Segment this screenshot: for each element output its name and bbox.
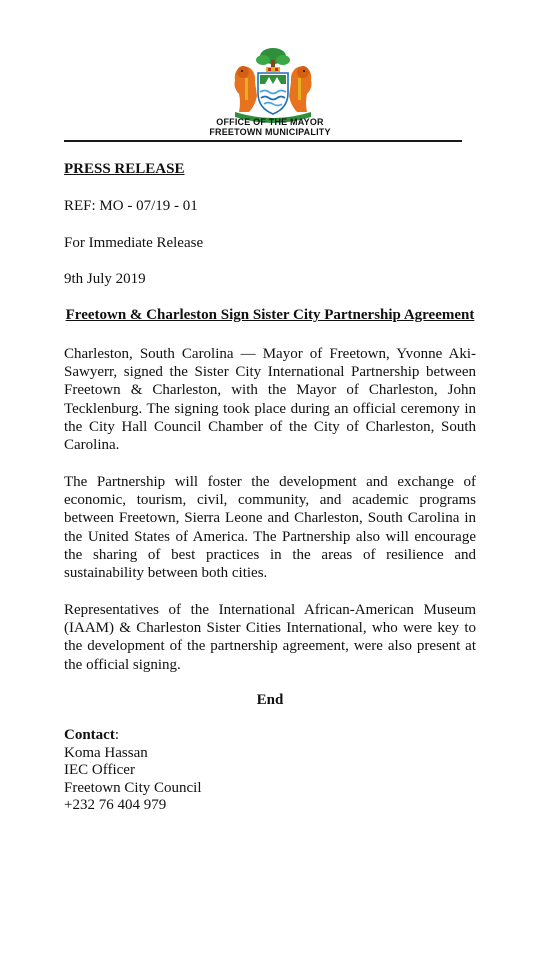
- paragraph-partnership: The Partnership will foster the development and exchange of economic, tourism, civil, community, and academic programs between Freetown, Sierra Leone and Charleston, South Carolina in the United States of America. The Partnership also will encourage the sharing of best practices in the areas of resilience and sustainability between both cities.: [64, 474, 476, 582]
- contact-phone: +232 76 404 979: [64, 797, 167, 814]
- release-status: For Immediate Release: [64, 235, 204, 251]
- paragraph-signing: Charleston, South Carolina — Mayor of Freetown, Yvonne Aki-Sawyerr, signed the Sister City International Partnership between Freetown & Charleston, with the Mayor of Charleston, John Tecklenburg. The signing took place during an official ceremony in the City Hall Council Chamber of the City of Charleston, South Carolina.: [64, 346, 476, 454]
- press-release-label: PRESS RELEASE: [64, 161, 185, 177]
- contact-block: [64, 727, 202, 815]
- municipality-title: FREETOWN MUNICIPALITY: [209, 127, 331, 137]
- office-title: OFFICE OF THE MAYOR: [216, 117, 324, 127]
- end-marker: End: [256, 692, 284, 708]
- contact-title: IEC Officer: [64, 762, 135, 779]
- reference-number: REF: MO - 07/19 - 01: [64, 198, 198, 214]
- contact-label: Contact: [64, 727, 115, 743]
- headline: Freetown & Charleston Sign Sister City Partnership Agreement: [65, 307, 475, 323]
- contact-heading: Contact:: [64, 727, 119, 743]
- freetown-coat-of-arms-icon: [225, 46, 321, 124]
- header-divider: [64, 140, 462, 142]
- contact-organization: Freetown City Council: [64, 779, 202, 796]
- contact-name: Koma Hassan: [64, 744, 148, 761]
- release-date: 9th July 2019: [64, 271, 146, 287]
- paragraph-representatives: Representatives of the International African-American Museum (IAAM) & Charleston Sister Cities International, who were key to the development of the partnership agreement, were also present at the official signing.: [64, 602, 476, 673]
